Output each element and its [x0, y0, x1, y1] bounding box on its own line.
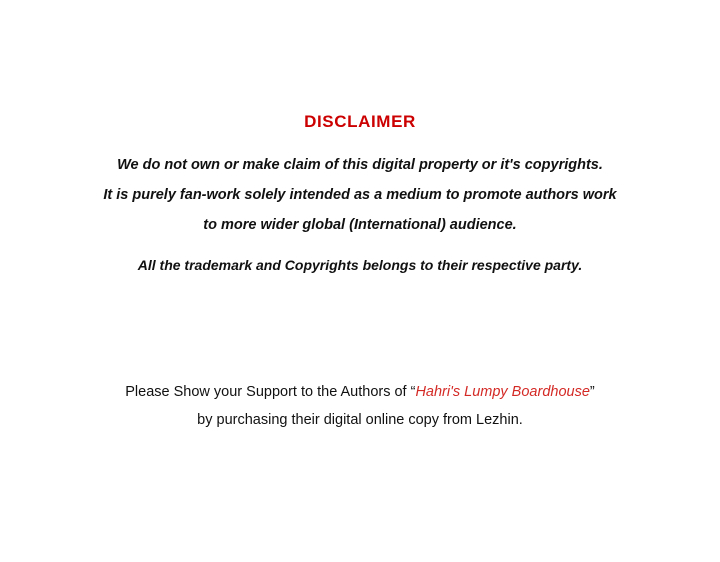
trademark-notice: All the trademark and Copyrights belongs to their respective party.: [137, 257, 583, 273]
page-title: DISCLAIMER: [304, 112, 416, 131]
disclaimer-line-3: to more wider global (International) audience.: [203, 217, 517, 233]
support-line-2: by purchasing their digital online copy from Lezhin.: [197, 412, 523, 428]
disclaimer-line-2: It is purely fan-work solely intended as a medium to promote authors work: [103, 187, 617, 203]
support-line-1: [60, 378, 660, 406]
disclaimer-text: [60, 150, 660, 240]
work-title: Hahri's Lumpy Boardhouse: [415, 384, 590, 400]
support-message: [60, 378, 660, 434]
support-suffix: ”: [589, 384, 595, 400]
support-prefix: Please Show your Support to the Authors of “: [125, 384, 416, 400]
disclaimer-line-1: We do not own or make claim of this digital property or it's copyrights.: [117, 157, 603, 173]
